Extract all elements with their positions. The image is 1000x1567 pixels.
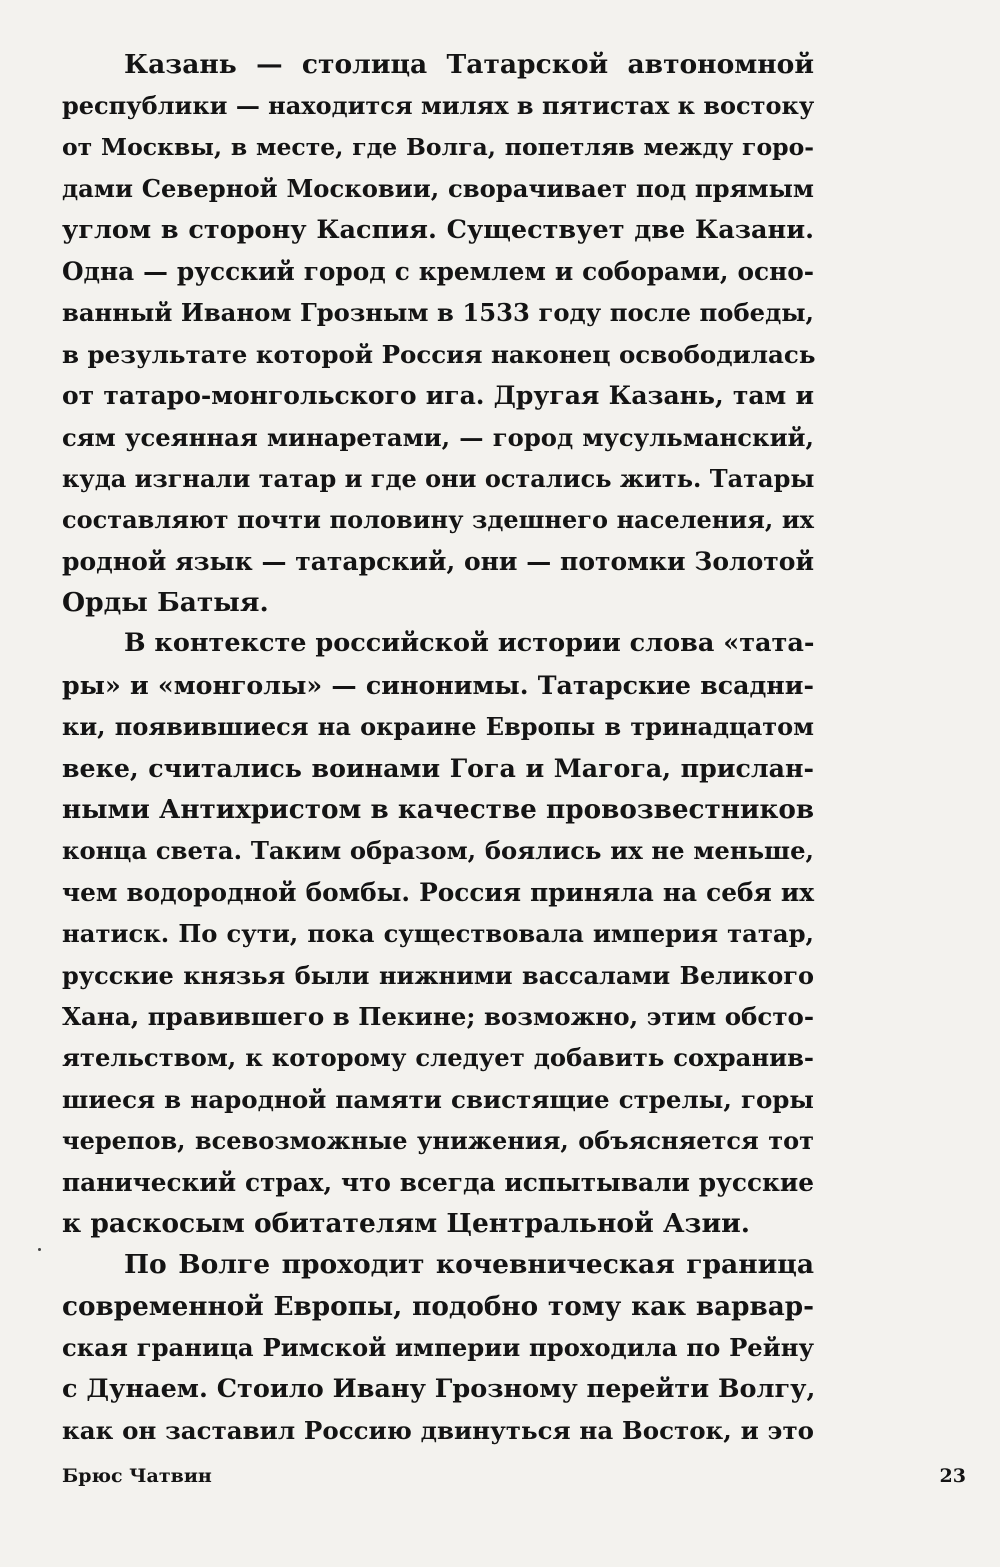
text-line: от татаро-монгольского ига. Другая Казань, там и	[62, 381, 814, 411]
text-line: Одна — русский город с кремлем и соборами, осно-	[62, 256, 814, 286]
text-line: панический страх, что всегда испытывали русские	[62, 1167, 814, 1197]
text-line: дами Северной Московии, сворачивает под прямым	[62, 174, 814, 204]
text-line: натиск. По сути, пока существовала империя татар,	[62, 919, 814, 949]
text-line: от Москвы, в месте, где Волга, попетляв между горо-	[62, 132, 814, 161]
text-line: Орды Батыя.	[62, 587, 269, 619]
text-line: сям усеянная минаретами, — город мусульманский,	[62, 422, 814, 452]
text-line: родной язык — татарский, они — потомки Золотой	[62, 546, 814, 576]
paragraph-3	[62, 1244, 814, 1451]
text-line: черепов, всевозможные унижения, объясняется тот	[62, 1126, 814, 1156]
running-footer-author: Брюс Чатвин	[62, 1465, 212, 1487]
text-line: ванный Иваном Грозным в 1533 году после победы,	[62, 298, 814, 328]
text-line: ятельством, к которому следует добавить сохранив-	[62, 1043, 814, 1073]
text-line: чем водородной бомбы. Россия приняла на себя их	[62, 877, 814, 907]
text-line: По Волге проходит кочевническая граница	[124, 1249, 814, 1281]
text-line: республики — находится милях в пятистах к востоку	[62, 91, 815, 121]
text-line: современной Европы, подобно тому как варвар-	[62, 1290, 814, 1322]
text-line: углом в сторону Каспия. Существует две Казани.	[62, 214, 814, 245]
print-speck	[38, 1248, 41, 1251]
text-line: к раскосым обитателям Центральной Азии.	[62, 1207, 750, 1239]
text-line: куда изгнали татар и где они остались жить. Татары	[62, 463, 815, 493]
text-line: как он заставил Россию двинуться на Восток, и это	[62, 1415, 814, 1445]
text-line: ными Антихристом в качестве провозвестников	[62, 794, 815, 826]
text-line: ки, появившиеся на окраине Европы в тринадцатом	[62, 712, 814, 742]
text-line: ры» и «монголы» — синонимы. Татарские всадни-	[62, 669, 814, 700]
text-line: шиеся в народной памяти свистящие стрелы, горы	[62, 1084, 814, 1114]
text-line: составляют почти половину здешнего населения, их	[62, 505, 814, 535]
page-number: 23	[939, 1465, 966, 1487]
text-line: русские князья были нижними вассалами Великого	[62, 960, 814, 990]
text-line: в результате которой Россия наконец освободилась	[62, 339, 816, 369]
text-line: с Дунаем. Стоило Ивану Грозному перейти Волгу,	[62, 1373, 816, 1404]
text-line: В контексте российской истории слова «тата-	[124, 628, 815, 659]
text-line: Хана, правившего в Пекине; возможно, этим обсто-	[62, 1001, 815, 1031]
text-line: Казань — столица Татарской автономной	[124, 49, 814, 80]
paragraph-2	[62, 623, 814, 1244]
paragraph-1	[62, 44, 814, 623]
page-body	[62, 44, 814, 1451]
text-line: веке, считались воинами Гога и Магога, прислан-	[62, 752, 814, 783]
text-line: конца света. Таким образом, боялись их не меньше,	[62, 836, 814, 866]
text-line: ская граница Римской империи проходила по Рейну	[62, 1333, 814, 1363]
